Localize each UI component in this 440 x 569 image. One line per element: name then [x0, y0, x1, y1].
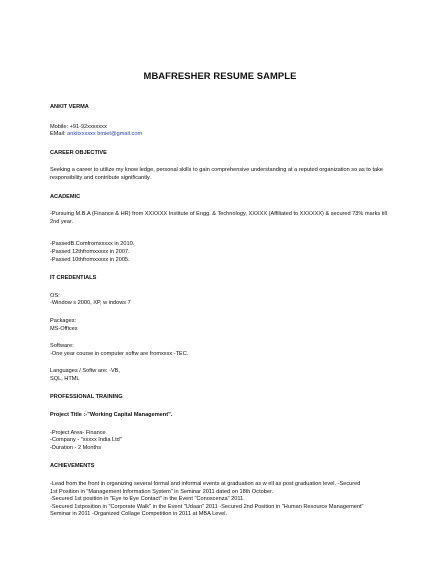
- training-item: -Duration - 2 Months: [50, 444, 101, 451]
- os-value: -Window s 2000, XP, w indows 7: [50, 300, 131, 307]
- academic-item: -Passed 10thfromxxxxx in 2005.: [50, 256, 130, 263]
- career-objective-heading: CAREER OBJECTIVE: [50, 149, 107, 156]
- achievement-line: -Secured 1st position in "Eye to Eye Contact" in the Event "Conoscenza" 2011.: [50, 496, 245, 503]
- academic-heading: ACADEMIC: [50, 193, 81, 200]
- languages-value: SQL, HTML: [50, 375, 80, 382]
- achievement-line: Seminar in 2011 -Organized Collage Competition in 2011 at MBA Level.: [50, 511, 228, 518]
- academic-degree: -Pursuing M.B.A (Finance & HR) from XXXXXX Institute of Engg. & Technology, XXXXX (Affiliated to XXXXXX) & secured 73% marks till 2nd year.: [50, 211, 388, 225]
- achievements-section: [50, 463, 395, 519]
- languages-label: Languages / Softw are: -VB,: [50, 368, 120, 375]
- achievement-line: 1st Position in "Management Information System" in Seminar 2011 dated on 18th October.: [50, 488, 274, 495]
- training-list: [50, 430, 395, 453]
- document-title: MBAFRESHER RESUME SAMPLE: [143, 70, 297, 81]
- packages-block: [50, 318, 395, 333]
- training-item: -Company - "xxxxx India Ltd": [50, 437, 122, 444]
- achievements-heading: ACHIEVEMENTS: [50, 463, 95, 470]
- software-value: -One year course in computer softw are fromxxxx -TEC.: [50, 350, 189, 357]
- professional-training-heading: PROFESSIONAL TRAINING: [50, 394, 123, 401]
- training-item: -Project Area- Finance: [50, 429, 106, 436]
- academic-item: -PassedB.Comfromxxxxx in 2010.: [50, 241, 135, 248]
- contact-block: [50, 124, 395, 139]
- professional-training-section: [50, 394, 395, 452]
- achievement-line: -Lead from the front in organizing several formal and informal events at graduation as w ell as post graduation level. -Secured: [50, 481, 361, 488]
- packages-value: MS-Offices: [50, 325, 78, 332]
- it-credentials-heading: IT CREDENTIALS: [50, 275, 97, 282]
- software-label: Software:: [50, 343, 74, 350]
- academic-section: [50, 194, 395, 265]
- os-label: OS:: [50, 292, 60, 299]
- email-line: [50, 131, 395, 139]
- candidate-name: ANKIT VERMA: [50, 104, 89, 110]
- academic-list: [50, 241, 395, 264]
- resume-content: [50, 104, 395, 519]
- career-objective-section: [50, 150, 395, 183]
- email-link[interactable]: ankitxxxxxx bmiet@gmail.com: [67, 131, 143, 138]
- achievements-list: [50, 481, 395, 519]
- it-credentials-section: [50, 275, 395, 383]
- os-block: [50, 293, 395, 308]
- software-block: [50, 343, 395, 358]
- packages-label: Packages:: [50, 317, 77, 324]
- achievement-line: -Secured 1stposition in "Corporate Walk" in the Event "Udaan" 2011 -Secured 2nd Position in "Human Resource Management": [50, 503, 364, 510]
- career-objective-text: Seeking a career to utilize my know ledge, personal skills to gain comprehensive understanding at a reputed organization so as to take responsibility and contribute significantly.: [50, 167, 384, 181]
- languages-block: [50, 368, 395, 383]
- email-label: EMail:: [50, 131, 68, 138]
- mobile-line: Mobile: +91-92xxxxxxx: [50, 123, 107, 130]
- academic-item: -Passed 12thfromxxxxx in 2007.: [50, 248, 130, 255]
- project-title: Project Title :-"Working Capital Management".: [50, 412, 173, 419]
